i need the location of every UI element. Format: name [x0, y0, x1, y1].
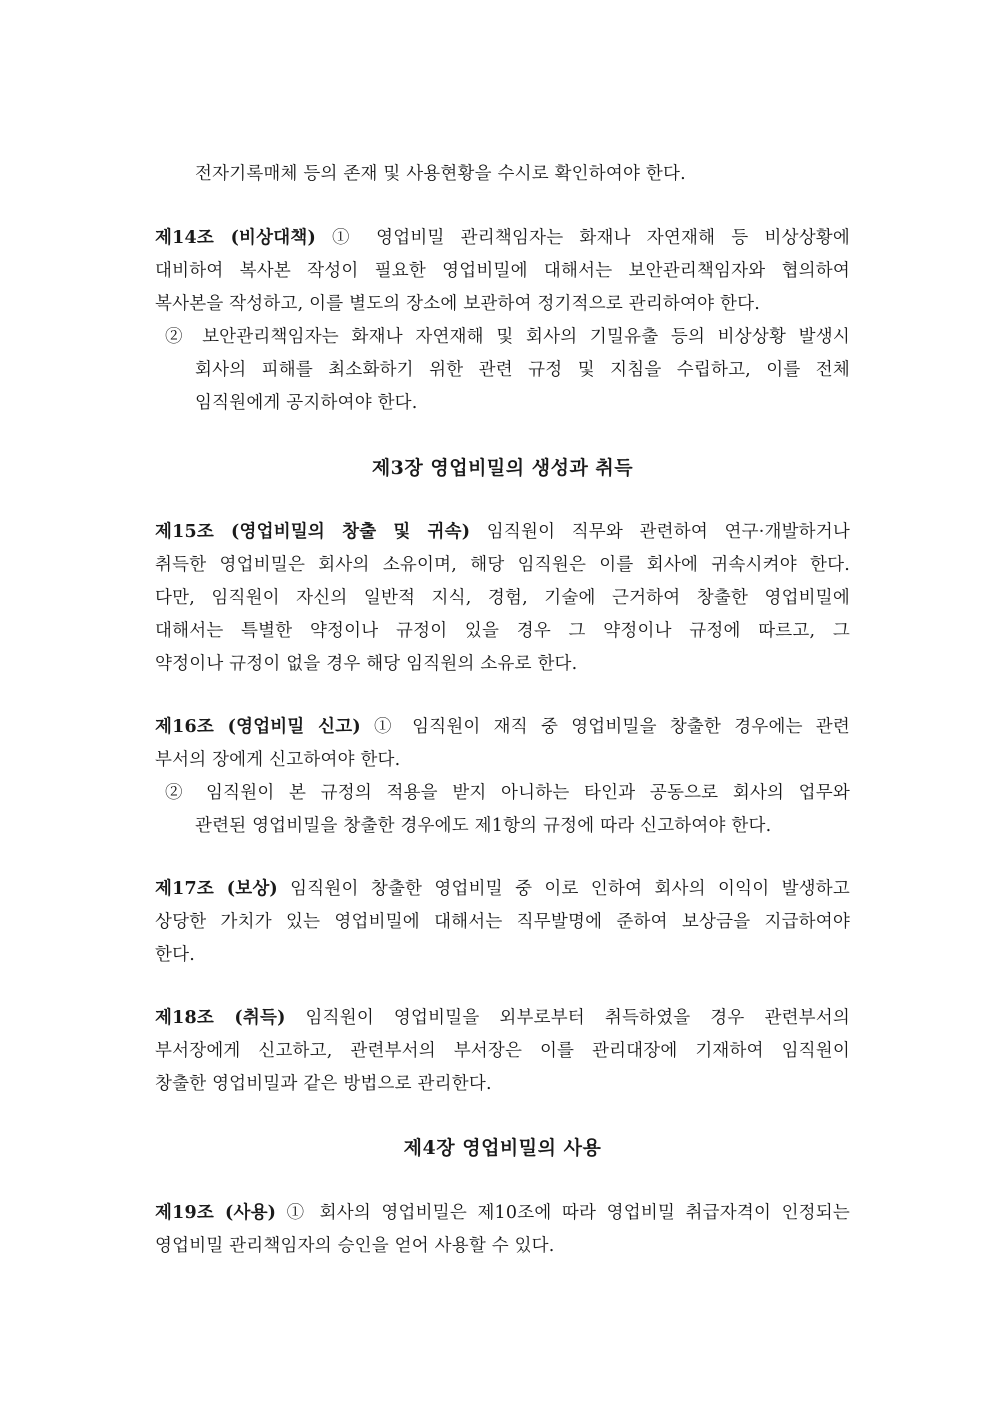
article-18-title: 제18조 (취득) — [155, 1008, 286, 1028]
text-line: ② 임직원이 본 규정의 적용을 받지 아니하는 타인과 공동으로 회사의 업무와 — [165, 783, 850, 803]
article-16-line-1 — [155, 711, 850, 744]
chapter-3-heading: 제3장 영업비밀의 생성과 취득 — [371, 457, 634, 479]
article-text: 임직원이 영업비밀을 외부로부터 취득하였을 경우 관련부서의 — [285, 1008, 850, 1028]
text-line: 약정이나 규정이 없을 경우 해당 임직원의 소유로 한다. — [155, 654, 578, 674]
text-line: 임직원에게 공지하여야 한다. — [195, 393, 418, 413]
article-14-line-1 — [155, 222, 850, 255]
text-line: 다만, 임직원이 자신의 일반적 지식, 경험, 기술에 근거하여 창출한 영업비밀에 — [155, 588, 850, 608]
text-line: 취득한 영업비밀은 회사의 소유이며, 해당 임직원은 이를 회사에 귀속시켜야 한다. — [155, 555, 850, 575]
text-line: 대비하여 복사본 작성이 필요한 영업비밀에 대해서는 보안관리책임자와 협의하여 — [155, 261, 850, 281]
article-text: ① 회사의 영업비밀은 제10조에 따라 영업비밀 취급자격이 인정되는 — [276, 1203, 850, 1223]
text-line: 부서의 장에게 신고하여야 한다. — [155, 750, 401, 770]
text-line: 회사의 피해를 최소화하기 위한 관련 규정 및 지침을 수립하고, 이를 전체 — [195, 360, 850, 380]
text-line: 창출한 영업비밀과 같은 방법으로 관리한다. — [155, 1074, 492, 1094]
article-15-title: 제15조 (영업비밀의 창출 및 귀속) — [155, 522, 471, 542]
article-text: ① 임직원이 재직 중 영업비밀을 창출한 경우에는 관련 — [360, 717, 850, 737]
text-line: 부서장에게 신고하고, 관련부서의 부서장은 이를 관리대장에 기재하여 임직원이 — [155, 1041, 850, 1061]
article-17-title: 제17조 (보상) — [155, 879, 278, 899]
article-19-title: 제19조 (사용) — [155, 1203, 277, 1223]
article-19-line-1 — [155, 1197, 850, 1230]
text-line: ② 보안관리책임자는 화재나 자연재해 및 회사의 기밀유출 등의 비상상황 발생시 — [165, 327, 850, 347]
text-line: 전자기록매체 등의 존재 및 사용현황을 수시로 확인하여야 한다. — [195, 164, 686, 184]
chapter-4-heading: 제4장 영업비밀의 사용 — [403, 1137, 602, 1159]
article-15-line-1 — [155, 516, 850, 549]
text-line: 상당한 가치가 있는 영업비밀에 대해서는 직무발명에 준하여 보상금을 지급하여야 — [155, 912, 850, 932]
article-text: ① 영업비밀 관리책임자는 화재나 자연재해 등 비상상황에 — [315, 228, 851, 248]
text-line: 대해서는 특별한 약정이나 규정이 있을 경우 그 약정이나 규정에 따르고, 그 — [155, 621, 850, 641]
text-line: 영업비밀 관리책임자의 승인을 얻어 사용할 수 있다. — [155, 1236, 555, 1256]
article-text: 임직원이 직무와 관련하여 연구·개발하거나 — [470, 522, 850, 542]
article-14-title: 제14조 (비상대책) — [155, 228, 316, 248]
text-line: 복사본을 작성하고, 이를 별도의 장소에 보관하여 정기적으로 관리하여야 한다. — [155, 294, 760, 314]
text-line: 관련된 영업비밀을 창출한 경우에도 제1항의 규정에 따라 신고하여야 한다. — [195, 816, 772, 836]
article-17-line-1 — [155, 873, 850, 906]
text-line: 한다. — [155, 945, 195, 965]
article-16-title: 제16조 (영업비밀 신고) — [155, 717, 361, 737]
article-18-line-1 — [155, 1002, 850, 1035]
article-text: 임직원이 창출한 영업비밀 중 이로 인하여 회사의 이익이 발생하고 — [277, 879, 850, 899]
